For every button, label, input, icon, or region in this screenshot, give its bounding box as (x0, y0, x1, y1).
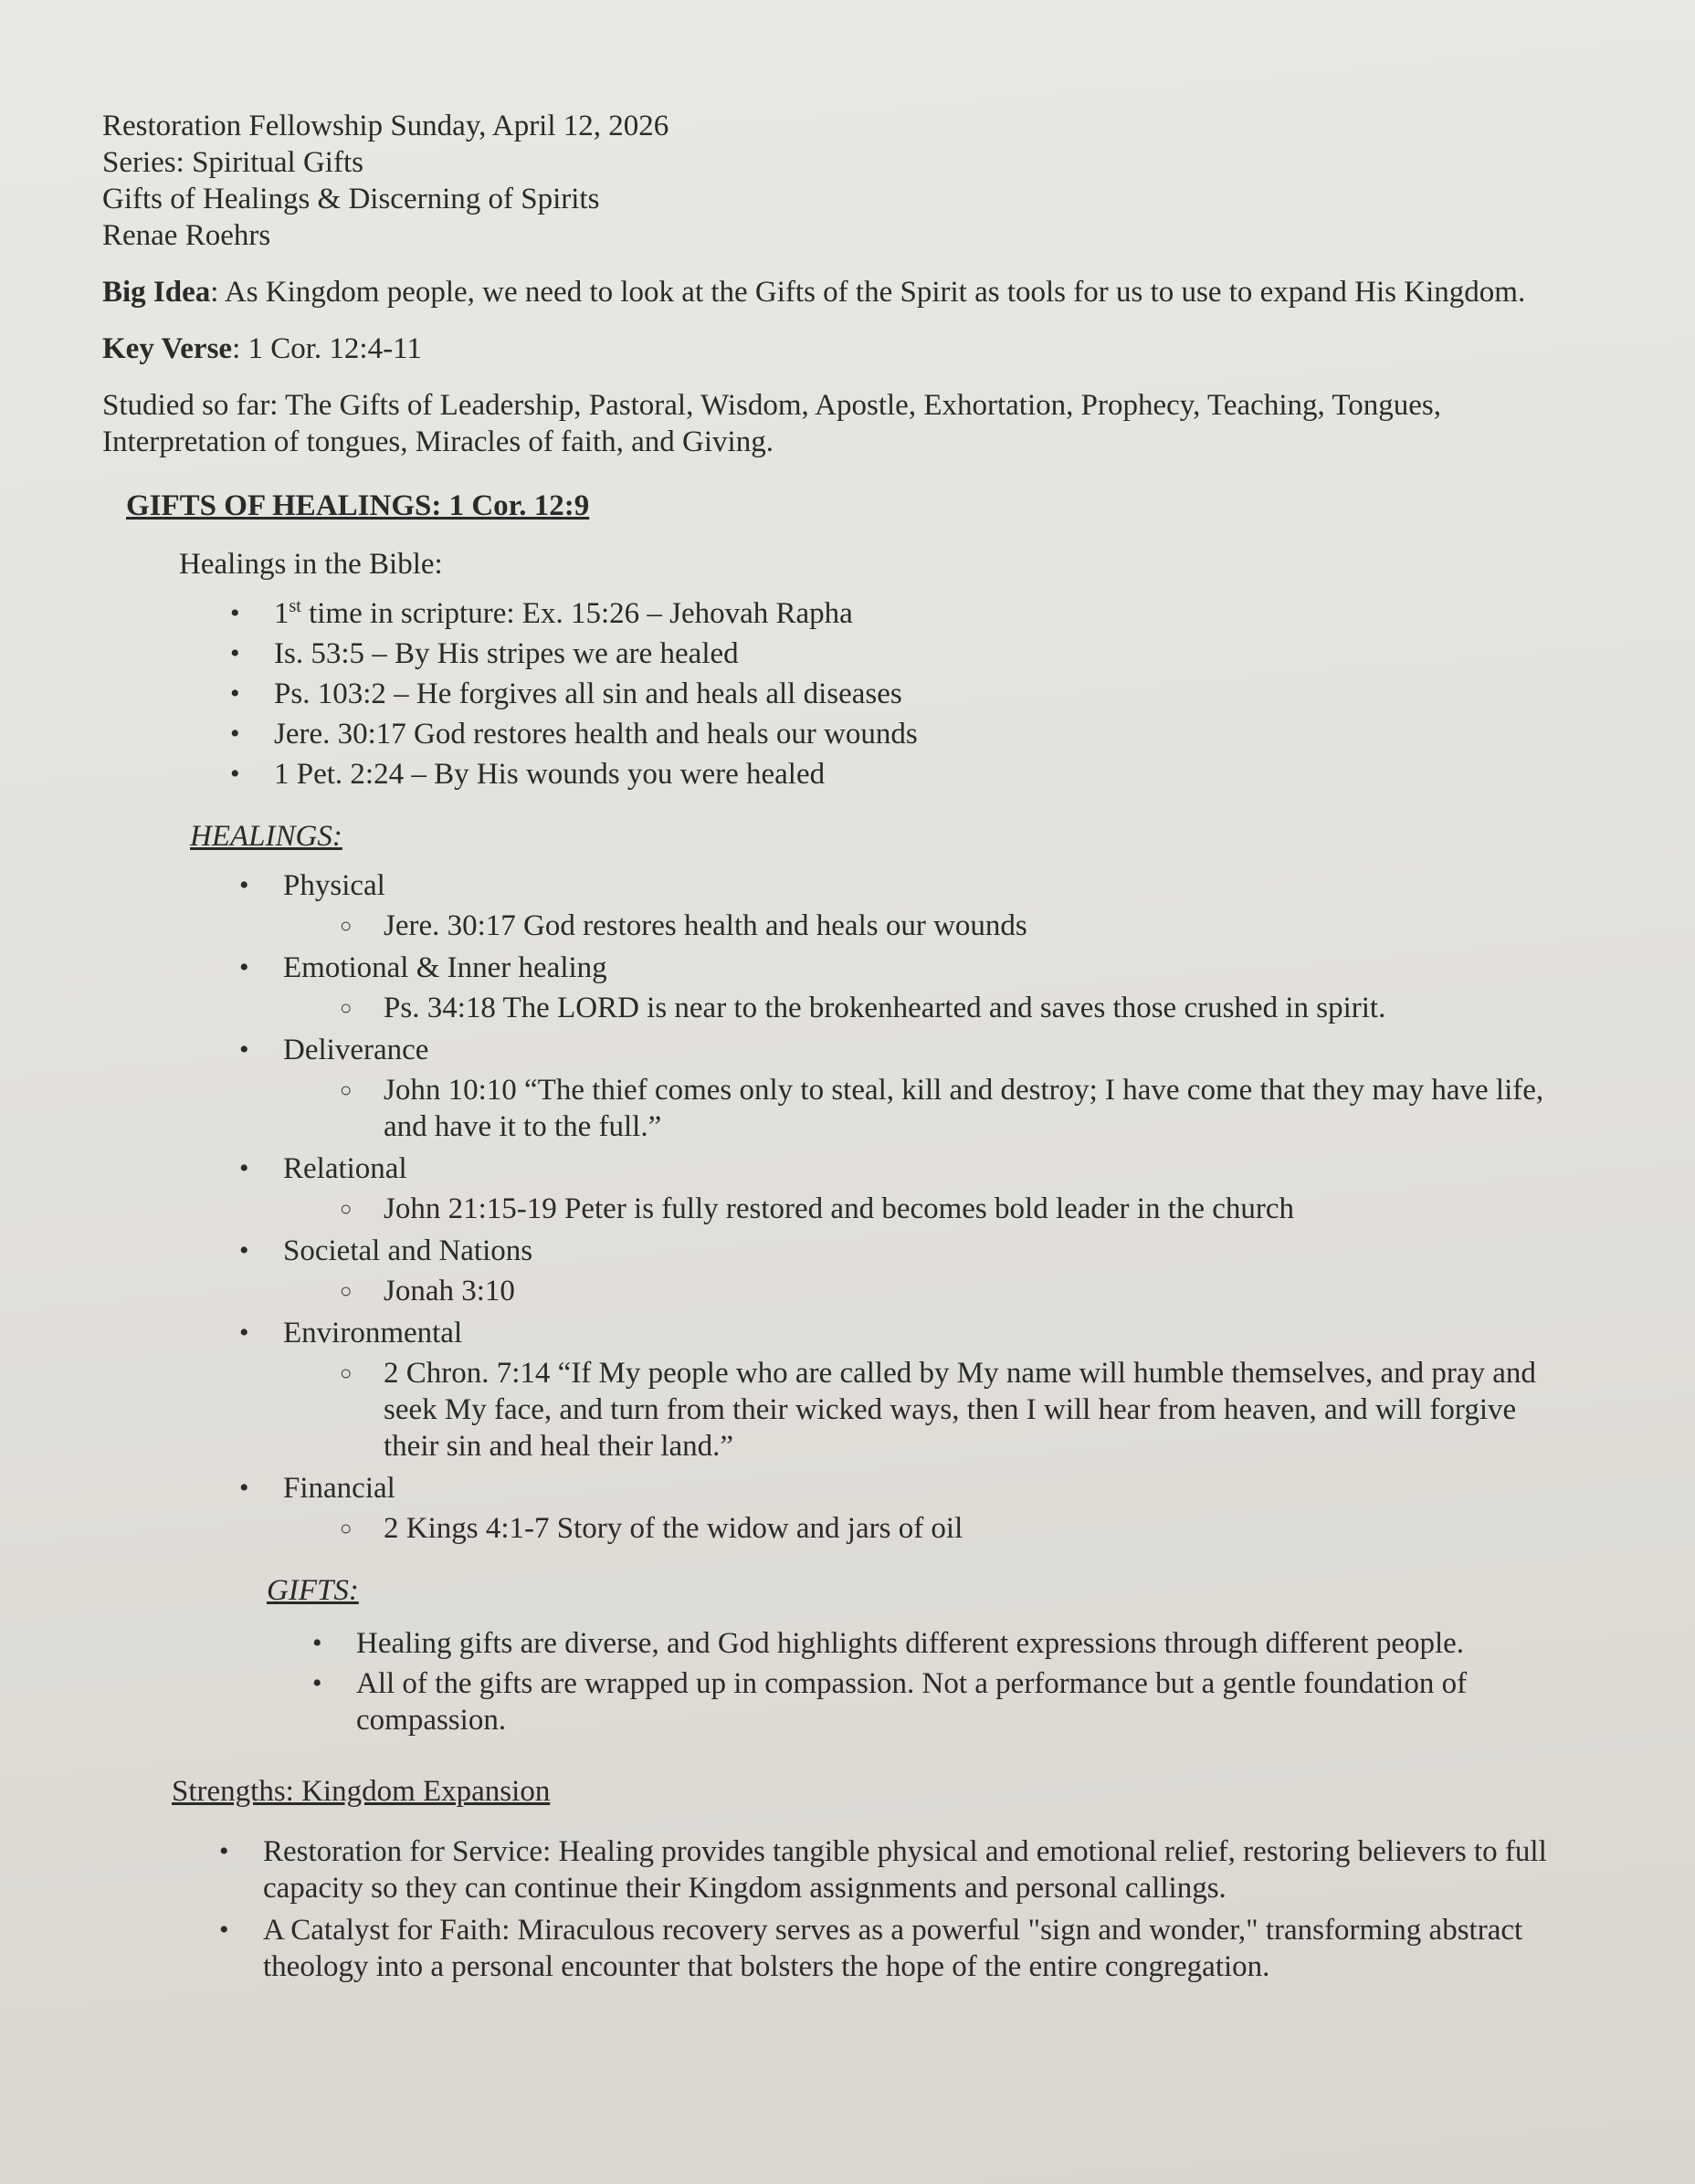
category-verse: ○ 2 Kings 4:1-7 Story of the widow and jars of oil (340, 1510, 1558, 1547)
big-idea (102, 274, 1558, 310)
gifts-heading: GIFTS: (267, 1574, 359, 1607)
category-verse: ○ Ps. 34:18 The LORD is near to the brokenhearted and saves those crushed in spirit. (340, 990, 1558, 1026)
category-item: • Emotional & Inner healing ○ Ps. 34:18 The LORD is near to the brokenhearted and saves those crushed in spirit. (239, 950, 1558, 1026)
church-date-line: Restoration Fellowship Sunday, April 12, 2026 (102, 110, 669, 142)
bible-healings-list (230, 595, 1558, 793)
list-item: • 1 Pet. 2:24 – By His wounds you were healed (230, 756, 1558, 793)
list-item: • 1st time in scripture: Ex. 15:26 – Jehovah Rapha (230, 595, 1558, 632)
category-item: • Deliverance ○ John 10:10 “The thief comes only to steal, kill and destroy; I have come that they may have life, and have it to the full.” (239, 1032, 1558, 1145)
list-item: • Ps. 103:2 – He forgives all sin and heals all diseases (230, 676, 1558, 712)
key-verse-text: : 1 Cor. 12:4-11 (232, 332, 422, 365)
big-idea-label: Big Idea (102, 276, 211, 309)
list-item: • Jere. 30:17 God restores health and heals our wounds (230, 716, 1558, 752)
list-item: • Healing gifts are diverse, and God highlights different expressions through different people. (312, 1625, 1558, 1662)
category-item: • Relational ○ John 21:15-19 Peter is fully restored and becomes bold leader in the church (239, 1150, 1558, 1227)
studied-so-far: Studied so far: The Gifts of Leadership, Pastoral, Wisdom, Apostle, Exhortation, Prophecy, Teaching, Tongues, Interpretation of tongues, Miracles of faith, and Giving. (102, 389, 1441, 458)
category-item: • Societal and Nations ○ Jonah 3:10 (239, 1233, 1558, 1309)
category-verse: ○ John 21:15-19 Peter is fully restored and becomes bold leader in the church (340, 1191, 1558, 1227)
series-line: Series: Spiritual Gifts (102, 146, 363, 179)
key-verse (102, 331, 1558, 367)
list-item: • Is. 53:5 – By His stripes we are healed (230, 635, 1558, 672)
healings-heading: HEALINGS: (190, 820, 342, 853)
strengths-list (219, 1833, 1558, 1985)
category-item: • Physical ○ Jere. 30:17 God restores health and heals our wounds (239, 867, 1558, 944)
healings-in-bible-heading: Healings in the Bible: (179, 548, 443, 581)
category-item: • Financial ○ 2 Kings 4:1-7 Story of the widow and jars of oil (239, 1470, 1558, 1547)
list-item: • All of the gifts are wrapped up in compassion. Not a performance but a gentle foundation of compassion. (312, 1665, 1558, 1738)
sermon-title-line: Gifts of Healings & Discerning of Spirits (102, 183, 600, 215)
category-verse: ○ Jere. 30:17 God restores health and heals our wounds (340, 908, 1558, 944)
strengths-heading: Strengths: Kingdom Expansion (172, 1775, 551, 1808)
list-item: • Restoration for Service: Healing provides tangible physical and emotional relief, restoring believers to full capacity so they can continue their Kingdom assignments and personal callings. (219, 1833, 1558, 1906)
key-verse-label: Key Verse (102, 332, 233, 365)
list-item: • A Catalyst for Faith: Miraculous recovery serves as a powerful "sign and wonder," transforming abstract theology into a personal encounter that bolsters the hope of the entire congregation. (219, 1912, 1558, 1985)
category-item: • Environmental ○ 2 Chron. 7:14 “If My people who are called by My name will humble themselves, and pray and seek My face, and turn from their wicked ways, then I will hear from heaven, and will forgive their sin and heal their land.” (239, 1315, 1558, 1465)
speaker-line: Renae Roehrs (102, 219, 271, 252)
category-verse: ○ John 10:10 “The thief comes only to steal, kill and destroy; I have come that they may have life, and have it to the full.” (340, 1072, 1558, 1145)
handout-header (102, 108, 1558, 254)
gifts-list (312, 1625, 1558, 1738)
gifts-of-healings-heading: GIFTS OF HEALINGS: 1 Cor. 12:9 (126, 489, 590, 522)
category-verse: ○ 2 Chron. 7:14 “If My people who are called by My name will humble themselves, and pray and seek My face, and turn from their wicked ways, then I will hear from heaven, and will forgive their sin and heal their land.” (340, 1355, 1558, 1465)
big-idea-text: : As Kingdom people, we need to look at the Gifts of the Spirit as tools for us to use to expand His Kingdom. (210, 276, 1526, 309)
healing-categories-list (239, 867, 1558, 1547)
category-verse: ○ Jonah 3:10 (340, 1273, 1558, 1309)
